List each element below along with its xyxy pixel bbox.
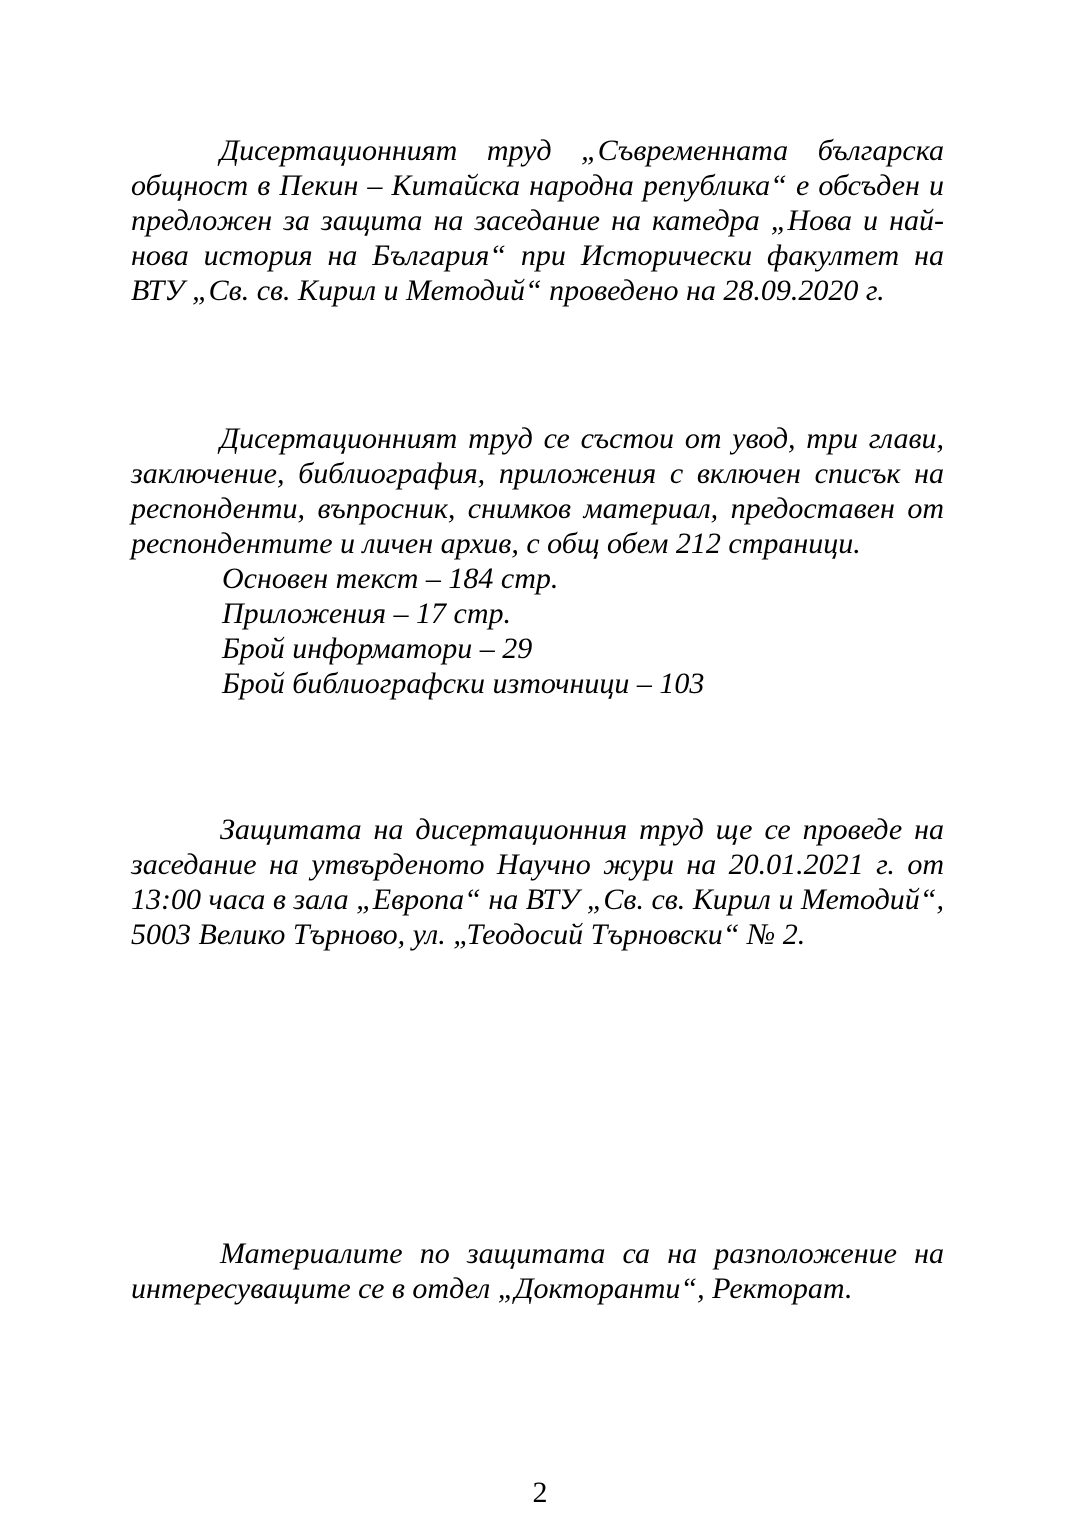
structure-block (131, 421, 944, 701)
page-number: 2 (532, 1476, 548, 1509)
stat-bibliography-sources: Брой библиографски източници – 103 (222, 667, 705, 700)
discussion-block (131, 133, 944, 308)
stat-main-text: Основен текст – 184 стр. (222, 562, 559, 595)
defense-paragraph: Защитата на дисертационния труд ще се проведе на заседание на утвърденото Научно жури на 20.01.2021 г. от 13:00 часа в зала „Европа“ на ВТУ „Св. св. Кирил и Методий“, 5003 Велико Търново, ул. „Теодосий Търновски“ № 2. (131, 813, 944, 951)
materials-block (131, 1236, 944, 1306)
stat-appendices: Приложения – 17 стр. (222, 597, 511, 630)
structure-paragraph: Дисертационният труд се състои от увод, три глави, заключение, библиография, приложения с включен списък на респонденти, въпросник, снимков материал, предоставен от респондентите и личен архив, с общ обем 212 страници. (131, 422, 944, 560)
discussion-paragraph: Дисертационният труд „Съвременната българска общност в Пекин – Китайска народна република“ е обсъден и предложен за защита на заседание на катедра „Нова и най-нова история на България“ при Исторически факултет на ВТУ „Св. св. Кирил и Методий“ проведено на 28.09.2020 г. (131, 134, 944, 307)
materials-paragraph: Материалите по защитата са на разположение на интересуващите се в отдел „Докторанти“, Ректорат. (131, 1237, 944, 1305)
stat-informants: Брой информатори – 29 (222, 632, 533, 665)
defense-block (131, 812, 944, 952)
statistics-list (131, 561, 944, 701)
